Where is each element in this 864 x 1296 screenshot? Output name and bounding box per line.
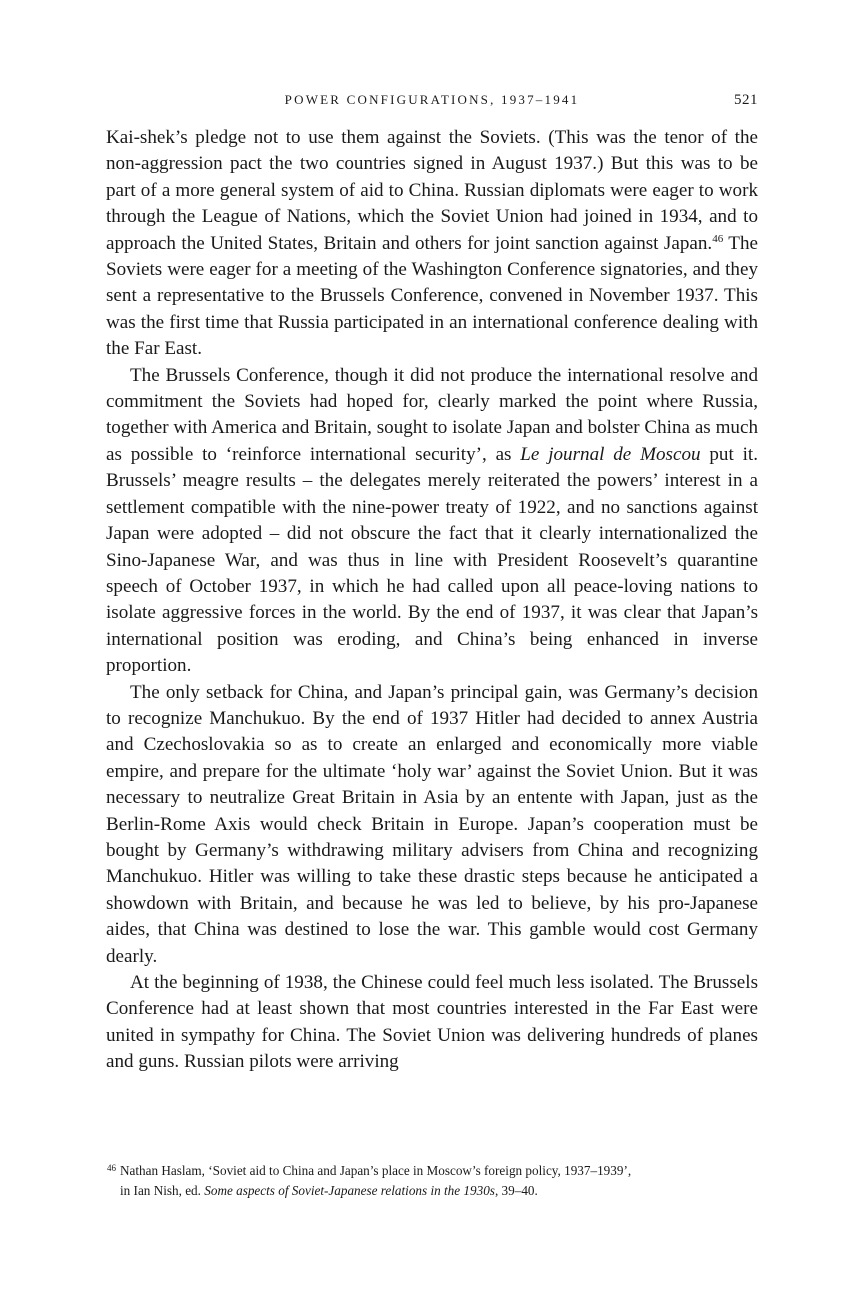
journal-title: Le journal de Moscou (520, 443, 701, 465)
body-text (106, 125, 758, 1076)
footnote-line-2-text-b: , 39–40. (494, 1182, 538, 1198)
paragraph-2-text-a: The Brussels Conference, though it did not produce the international resolve and commitment the Soviets had hoped for, clearly marked the point where Russia, together with America and Britain, sought to isolate Japan and bolster China as much as possible to ‘reinforce international security’, as (106, 364, 758, 465)
paragraph-2-text-b: put it. Brussels’ meagre results – the delegates merely reiterated the powers’ interest in a settlement compatible with the nine-power treaty of 1922, and no sanctions against Japan were adopted – did not obscure the fact that it clearly internationalized the Sino-Japanese War, and was thus in line with President Roosevelt’s quarantine speech of October 1937, in which he had called upon all peace-loving nations to isolate aggressive forces in the world. By the end of 1937, it was clear that Japan’s international position was eroding, and China’s being enhanced in inverse proportion. (106, 443, 758, 677)
footnote-book-title: Some aspects of Soviet-Japanese relations in the 1930s (204, 1182, 495, 1198)
paragraph-1 (106, 125, 758, 363)
running-title: POWER CONFIGURATIONS, 1937–1941 (284, 92, 580, 107)
paragraph-2 (106, 363, 758, 680)
footnote-number: 46 (107, 1163, 116, 1173)
running-head (106, 90, 758, 114)
paragraph-4: At the beginning of 1938, the Chinese could feel much less isolated. The Brussels Conference had at least shown that most countries interested in the Far East were united in sympathy for China. The Soviet Union was delivering hundreds of planes and guns. Russian pilots were arriving (106, 972, 758, 1073)
footnote-reference: 46 (712, 232, 724, 245)
paragraph-1-text-a: Kai-shek’s pledge not to use them against the Soviets. (This was the tenor of the non-aggression pact the two countries signed in August 1937.) But this was to be part of a more general system of aid to China. Russian diplomats were eager to work through the League of Nations, which the Soviet Union had joined in 1934, and to approach the United States, Britain and others for joint sanction against Japan. (106, 127, 758, 254)
footnote-line-2-text-a: in Ian Nish, ed. (120, 1182, 205, 1198)
paragraph-3: The only setback for China, and Japan’s principal gain, was Germany’s decision to recognize Manchukuo. By the end of 1937 Hitler had decided to annex Austria and Czechoslovakia so as to create an enlarged and economically more viable empire, and prepare for the ultimate ‘holy war’ against the Soviet Union. But it was necessary to neutralize Great Britain in Asia by an entente with Japan, just as the Berlin-Rome Axis would check Britain in Europe. Japan’s cooperation must be bought by Germany’s withdrawing military advisers from China and recognizing Manchukuo. Hitler was willing to take these drastic steps because he anticipated a showdown with Britain, and because he was led to believe, by his pro-Japanese aides, that China was destined to lose the war. This gamble would cost Germany dearly. (106, 681, 758, 967)
footnote (106, 1162, 758, 1199)
footnote-line-2 (106, 1182, 758, 1200)
page-number: 521 (734, 92, 758, 108)
footnote-line-1: Nathan Haslam, ‘Soviet aid to China and Japan’s place in Moscow’s foreign policy, 1937–1939’, (120, 1163, 632, 1178)
paragraph-1-text-b: The Soviets were eager for a meeting of the Washington Conference signatories, and they sent a representative to the Brussels Conference, convened in November 1937. This was the first time that Russia participated in an international conference dealing with the Far East. (106, 232, 758, 360)
